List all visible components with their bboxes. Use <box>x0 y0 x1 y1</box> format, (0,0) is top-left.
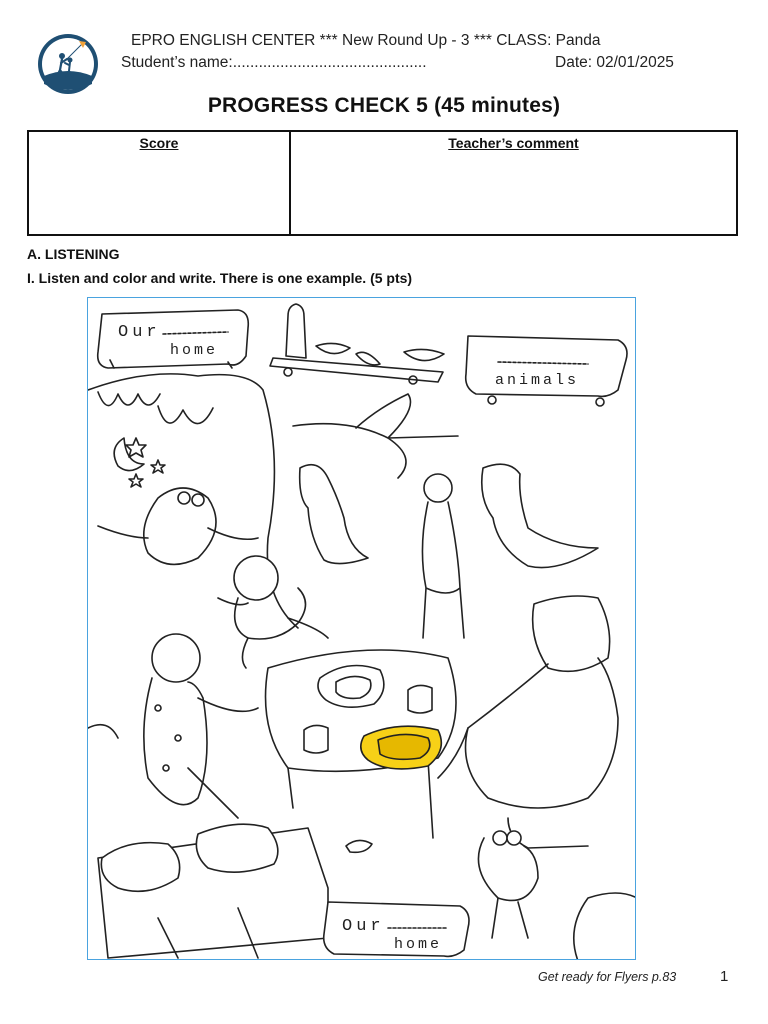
sign-our-home-top <box>98 310 249 368</box>
center-header: EPRO ENGLISH CENTER *** New Round Up - 3 *** CLASS: Panda <box>131 32 601 49</box>
sign-our-home-bottom <box>324 902 469 956</box>
epro-logo <box>36 32 100 96</box>
student-name-field[interactable]: Student’s name:............................................. <box>121 54 427 71</box>
exercise-instruction: I. Listen and color and write. There is one example. (5 pts) <box>27 270 413 286</box>
sign-bottom-line: Our <box>342 917 385 936</box>
sign-top-left-line: Our <box>118 323 161 342</box>
section-heading-listening: A. LISTENING <box>27 246 120 262</box>
page-number: 1 <box>720 968 729 985</box>
date-label: Date: 02/01/2025 <box>555 54 674 71</box>
sign-bottom-word: home <box>394 936 443 953</box>
caveman-scene-illustration <box>88 298 636 960</box>
coloring-picture[interactable] <box>87 297 636 960</box>
score-table <box>27 130 738 236</box>
yellow-plate <box>361 726 442 769</box>
score-header: Score <box>139 135 179 151</box>
sign-top-left-word: home <box>170 342 219 359</box>
sign-top-right-word: animals <box>495 372 580 389</box>
score-cell[interactable] <box>29 132 291 234</box>
teacher-comment-cell[interactable] <box>291 132 736 234</box>
page-title: PROGRESS CHECK 5 (45 minutes) <box>207 94 561 117</box>
teacher-comment-header: Teacher’s comment <box>448 135 579 151</box>
sign-animals <box>466 336 627 406</box>
footer-reference: Get ready for Flyers p.83 <box>538 970 677 984</box>
